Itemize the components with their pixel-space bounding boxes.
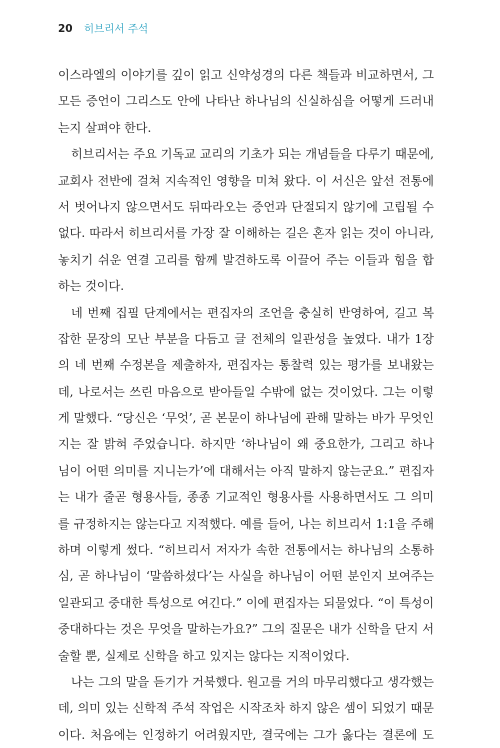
text-line: 없다. 따라서 히브리서를 가장 잘 이해하는 길은 혼자 읽는 것이 아니라,	[58, 226, 434, 241]
text-line: 지는 잘 밝혀 주었습니다. 하지만 ‘하나님이 왜 중요한가, 그리고 하나	[58, 437, 434, 452]
text-line: 를 규정하지는 않는다고 지적했다. 예를 들어, 나는 히브리서 1:1을 주해	[58, 516, 434, 531]
text-line: 술할 뿐, 실제로 신학을 하고 있지는 않다는 지적이었다.	[58, 648, 350, 663]
text-line: 놓치기 쉬운 연결 고리를 함께 발견하도록 이끌어 주는 이들과 힘을 합	[58, 252, 434, 267]
text-line: 의 네 번째 수정본을 제출하자, 편집자는 통찰력 있는 평가를 보내왔는	[58, 358, 434, 373]
text-line: 모든 증언이 그리스도 안에 나타난 하나님의 신실하심을 어떻게 드러내	[58, 94, 434, 109]
text-line: 이다. 처음에는 인정하기 어려웠지만, 결국에는 그가 옳다는 결론에 도	[58, 727, 434, 742]
page-number: 20	[58, 23, 73, 35]
text-line: 심, 곧 하나님이 ‘말씀하셨다’는 사실을 하나님이 어떤 분인지 보여주는	[58, 569, 434, 584]
running-title: 히브리서 주석	[83, 23, 149, 35]
text-line: 잡한 문장의 모난 부분을 다듬고 글 전체의 일관성을 높였다. 내가 1장	[58, 331, 434, 346]
text-line: 데, 의미 있는 신학적 주석 작업은 시작조차 하지 않은 셈이 되었기 때문	[58, 701, 434, 716]
text-line: 데, 나로서는 쓰린 마음으로 받아들일 수밖에 없는 것이었다. 그는 이렇	[58, 384, 434, 399]
text-line: 일관되고 중대한 특성으로 여긴다.” 이에 편집자는 되물었다. “이 특성이	[58, 595, 434, 610]
body-text	[58, 62, 434, 748]
text-line: 는 내가 줄곧 형용사들, 종종 기교적인 형용사를 사용하면서도 그 의미	[58, 490, 434, 505]
text-line: 서 벗어나지 않으면서도 뒤따라오는 증언과 단절되지 않기에 고립될 수	[58, 199, 434, 214]
text-line: 는지 살펴야 한다.	[58, 120, 152, 135]
page-header	[58, 23, 148, 35]
text-line: 하는 것이다.	[58, 279, 125, 294]
paragraph-first-line: 히브리서는 주요 기독교 교리의 기초가 되는 개념들을 다루기 때문에,	[71, 147, 434, 162]
text-line: 중대하다는 것은 무엇을 말하는가요?” 그의 질문은 내가 신학을 단지 서	[58, 622, 434, 637]
paragraph-first-line: 네 번째 집필 단계에서는 편집자의 조언을 충실히 반영하여, 길고 복	[71, 305, 434, 320]
text-line: 님이 어떤 의미를 지니는가’에 대해서는 아직 말하지 않는군요.” 편집자	[58, 463, 434, 478]
text-line: 게 말했다. “당신은 ‘무엇’, 곧 본문이 하나님에 관해 말하는 바가 무엇인	[58, 411, 434, 426]
text-line: 이스라엘의 이야기를 깊이 읽고 신약성경의 다른 책들과 비교하면서, 그	[58, 68, 434, 82]
paragraph-first-line: 나는 그의 말을 듣기가 거북했다. 원고를 거의 마무리했다고 생각했는	[71, 674, 434, 689]
text-line: 하며 이렇게 썼다. “히브리서 저자가 속한 전통에서는 하나님의 소통하	[58, 543, 434, 558]
text-line: 교회사 전반에 걸쳐 지속적인 영향을 미쳐 왔다. 이 서신은 앞선 전통에	[58, 173, 434, 188]
